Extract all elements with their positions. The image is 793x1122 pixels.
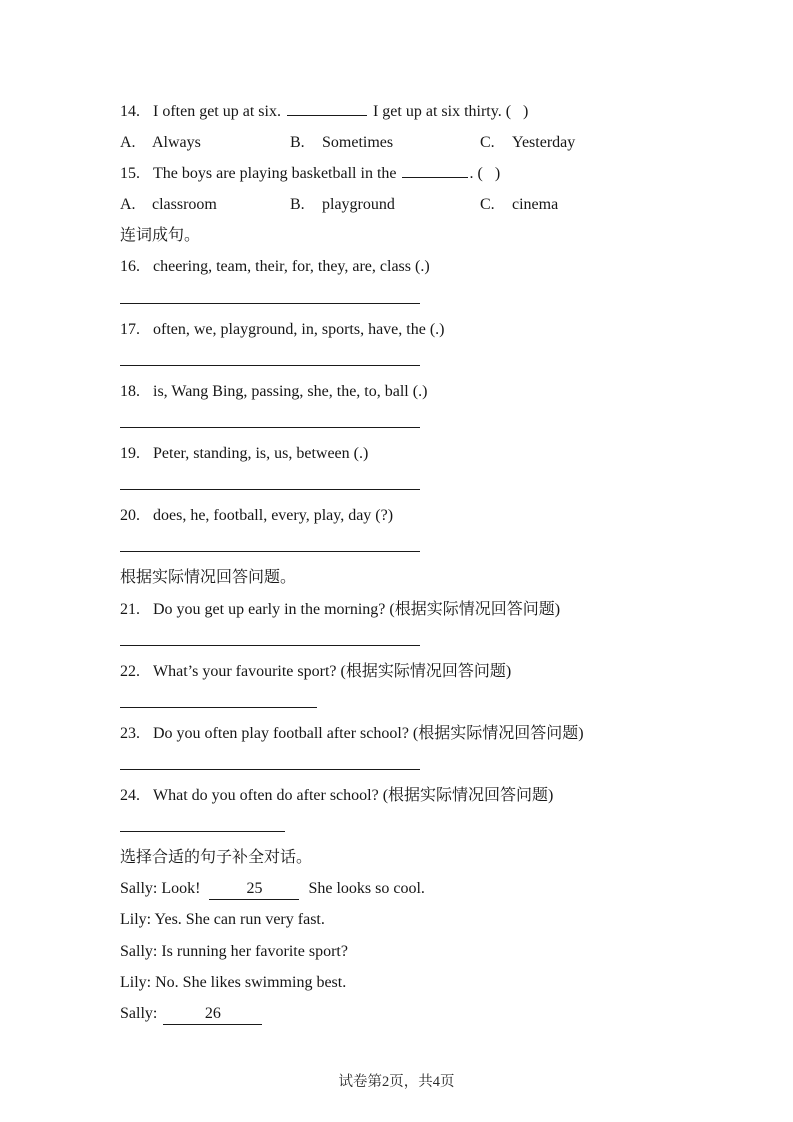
option-text: classroom [152,196,217,214]
question-23 [120,718,720,749]
question-18 [120,376,720,407]
dialogue-line-1 [120,873,720,904]
question-text: The boys are playing basketball in the [153,165,397,183]
option-a [120,189,290,220]
dialogue-text: Sally: Look! [120,880,201,898]
question-text: . ( ) [469,165,501,183]
option-text: Always [152,134,201,152]
question-text: Do you get up early in the morning? (根据实际情况回答问题) [153,600,561,618]
question-20 [120,500,720,531]
dialogue-line-5 [120,998,720,1029]
question-text: I often get up at six. [153,103,281,120]
answer-row [120,469,720,500]
option-label: B. [290,196,305,214]
numbered-blank-25: 25 [209,877,299,900]
question-22 [120,656,720,687]
answer-line [120,749,420,770]
answer-line [120,625,420,646]
answer-line [120,811,285,832]
question-text: What do you often do after school? (根据实际情况回答问题) [153,787,554,805]
question-number: 18. [120,382,140,400]
option-label: C. [480,196,495,214]
answer-row [120,345,720,376]
question-text: often, we, playground, in, sports, have, the (.) [153,320,445,338]
answer-line [120,469,420,490]
option-text: Yesterday [512,134,576,152]
option-label: C. [480,134,495,152]
question-text: does, he, football, every, play, day (?) [153,507,394,525]
dialogue-line-3: Sally: Is running her favorite sport? [120,942,348,960]
question-number: 20. [120,507,140,525]
dialogue-text: She looks so cool. [308,880,425,898]
option-b [290,189,480,220]
section-title-qa: 根据实际情况回答问题。 [120,569,297,587]
question-15-stem [120,158,720,189]
question-14-stem [120,96,720,127]
option-c [480,189,558,220]
question-text: is, Wang Bing, passing, she, the, to, ball (.) [153,382,428,400]
question-number: 19. [120,445,140,463]
question-24 [120,780,720,811]
dialogue-text: Sally: [120,1004,158,1022]
answer-row [120,749,720,780]
question-number: 24. [120,787,140,805]
option-c [480,127,575,158]
question-14-options [120,127,720,158]
option-text: cinema [512,196,559,214]
question-number: 21. [120,600,140,618]
option-label: A. [120,134,136,152]
question-text: Peter, standing, is, us, between (.) [153,445,369,463]
answer-row [120,811,720,842]
answer-row [120,625,720,656]
answer-line [120,407,420,428]
answer-row [120,687,720,718]
option-label: A. [120,196,136,214]
question-text: cheering, team, their, for, they, are, class (.) [153,258,430,276]
question-19 [120,438,720,469]
question-number: 23. [120,724,140,742]
option-b [290,127,480,158]
fill-blank [287,99,367,116]
answer-line [120,531,420,552]
option-label: B. [290,134,305,152]
question-text: I get up at six thirty. ( ) [372,103,529,120]
dialogue-line-4: Lily: No. She likes swimming best. [120,973,347,991]
section-title-rearrange: 连词成句。 [120,227,201,245]
answer-row [120,407,720,438]
question-number: 16. [120,258,140,276]
answer-line [120,687,317,708]
page-content [120,96,720,1029]
question-21 [120,594,720,625]
answer-line [120,283,420,304]
question-15-options [120,189,720,220]
option-text: Sometimes [322,134,394,152]
question-number: 15. [120,165,140,183]
fill-blank [402,161,468,178]
question-number: 17. [120,320,140,338]
answer-row [120,531,720,562]
question-number: 14. [120,103,140,120]
question-text: Do you often play football after school? (根据实际情况回答问题) [153,724,584,742]
option-a [120,127,290,158]
page-footer: 试卷第2页，共4页 [338,1074,455,1090]
question-text: What’s your favourite sport? (根据实际情况回答问题) [153,662,512,680]
question-number: 22. [120,662,140,680]
option-text: playground [322,196,395,214]
answer-line [120,345,420,366]
section-title-dialogue: 选择合适的句子补全对话。 [120,849,313,867]
dialogue-line-2: Lily: Yes. She can run very fast. [120,911,325,929]
question-17 [120,314,720,345]
answer-row [120,283,720,314]
question-16 [120,251,720,282]
numbered-blank-26: 26 [163,1002,262,1025]
